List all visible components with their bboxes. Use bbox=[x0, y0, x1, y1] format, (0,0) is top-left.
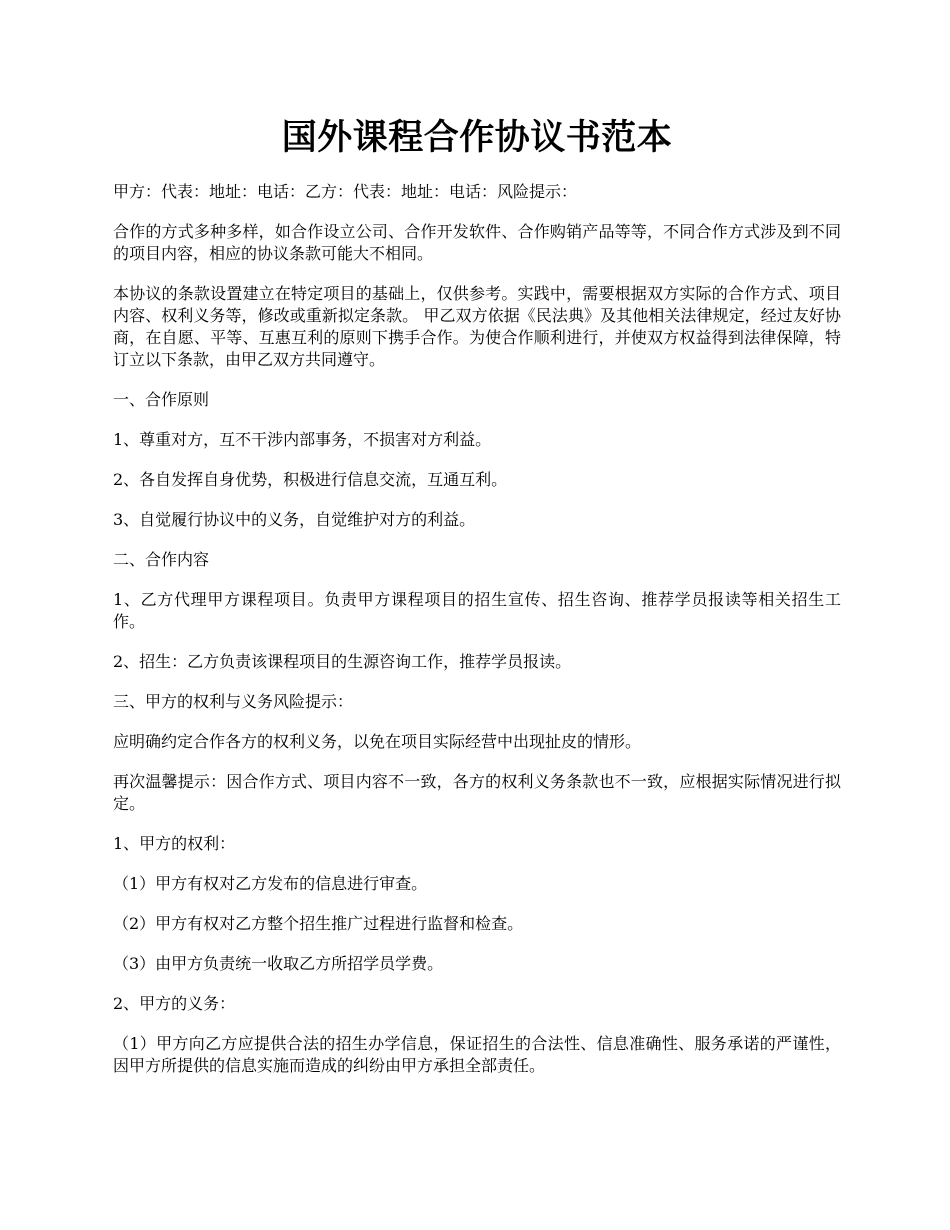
principle-item-1: 1、尊重对方，互不干涉内部事务，不损害对方利益。 bbox=[113, 430, 492, 449]
document-body bbox=[113, 0, 841, 1077]
party-a-right-2: （2）甲方有权对乙方整个招生推广过程进行监督和检查。 bbox=[113, 914, 524, 933]
principle-item-2: 2、各自发挥自身优势，积极进行信息交流，互通互利。 bbox=[113, 470, 508, 489]
party-a-obligation-1: （1）甲方向乙方应提供合法的招生办学信息，保证招生的合法性、信息准确性、服务承诺的严谨性，因甲方所提供的信息实施而造成的纠纷由甲方承担全部责任。 bbox=[113, 1034, 841, 1075]
party-a-right-1: （1）甲方有权对乙方发布的信息进行审查。 bbox=[113, 874, 428, 893]
section-heading-rights-obligations: 三、甲方的权利与义务风险提示： bbox=[113, 692, 354, 711]
risk-note: 应明确约定合作各方的权利义务，以免在项目实际经营中出现扯皮的情形。 bbox=[113, 732, 642, 751]
content-item-1: 1、乙方代理甲方课程项目。负责甲方课程项目的招生宣传、招生咨询、推荐学员报读等相关招生工作。 bbox=[113, 590, 841, 631]
section-heading-principles: 一、合作原则 bbox=[113, 390, 210, 409]
section-heading-content: 二、合作内容 bbox=[113, 550, 210, 569]
reminder-note: 再次温馨提示：因合作方式、项目内容不一致，各方的权利义务条款也不一致，应根据实际情况进行拟定。 bbox=[113, 772, 841, 813]
content-item-2: 2、招生：乙方负责该课程项目的生源咨询工作，推荐学员报读。 bbox=[113, 652, 572, 671]
document-title: 国外课程合作协议书范本 bbox=[281, 118, 673, 158]
party-a-rights-heading: 1、甲方的权利： bbox=[113, 834, 236, 853]
paragraph-cooperation-methods: 合作的方式多种多样，如合作设立公司、合作开发软件、合作购销产品等等，不同合作方式涉及到不同的项目内容，相应的协议条款可能大不相同。 bbox=[113, 222, 841, 263]
paragraph-clause-basis: 本协议的条款设置建立在特定项目的基础上，仅供参考。实践中，需要根据双方实际的合作方式、项目内容、权利义务等，修改或重新拟定条款。 甲乙双方依据《民法典》及其他相关法律规定，经过友好协商，在自愿、平等、互惠互利的原则下携手合作。为使合作顺利进行，并使双方权益得到法律保障，特订立以下条款，由甲乙双方共同遵守。 bbox=[113, 284, 841, 369]
parties-line: 甲方：代表：地址：电话：乙方：代表：地址：电话：风险提示： bbox=[113, 182, 578, 201]
party-a-obligations-heading: 2、甲方的义务： bbox=[113, 994, 236, 1013]
party-a-right-3: （3）由甲方负责统一收取乙方所招学员学费。 bbox=[113, 954, 444, 973]
principle-item-3: 3、自觉履行协议中的义务，自觉维护对方的利益。 bbox=[113, 510, 476, 529]
